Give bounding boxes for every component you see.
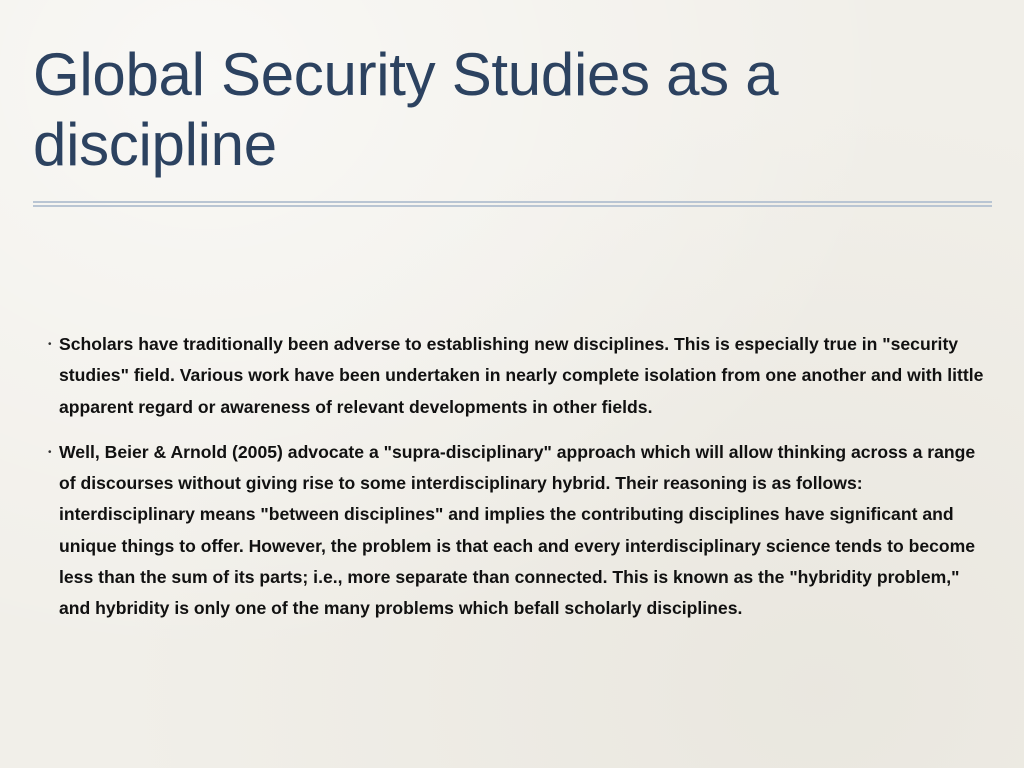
slide-title: Global Security Studies as a discipline [33, 41, 779, 178]
title-divider [33, 201, 992, 207]
bullet-dot-icon: • [48, 446, 52, 458]
bullet-item [48, 437, 992, 625]
divider-line-top [33, 201, 992, 203]
bullet-dot-icon: • [48, 339, 52, 350]
bullet-item [48, 329, 992, 423]
bullet-text: Scholars have traditionally been adverse to establishing new disciplines. This is especially true in "security studies" field. Various work have been undertaken in nearly complete isolation from one another and with little apparent regard or awareness of relevant developments in other fields. [59, 334, 984, 417]
bullet-list [48, 329, 992, 639]
divider-line-bottom [33, 205, 992, 207]
bullet-text: Well, Beier & Arnold (2005) advocate a "supra-disciplinary" approach which will allow thinking across a range of discourses without giving rise to some interdisciplinary hybrid. Their reasoning is as follows: interdisciplinary means "between disciplines" and implies the contributing disciplines have significant and unique things to offer. However, the problem is that each and every interdisciplinary science tends to become less than the sum of its parts; i.e., more separate than connected. This is known as the "hybridity problem," and hybridity is only one of the many problems which befall scholarly disciplines. [59, 441, 976, 619]
